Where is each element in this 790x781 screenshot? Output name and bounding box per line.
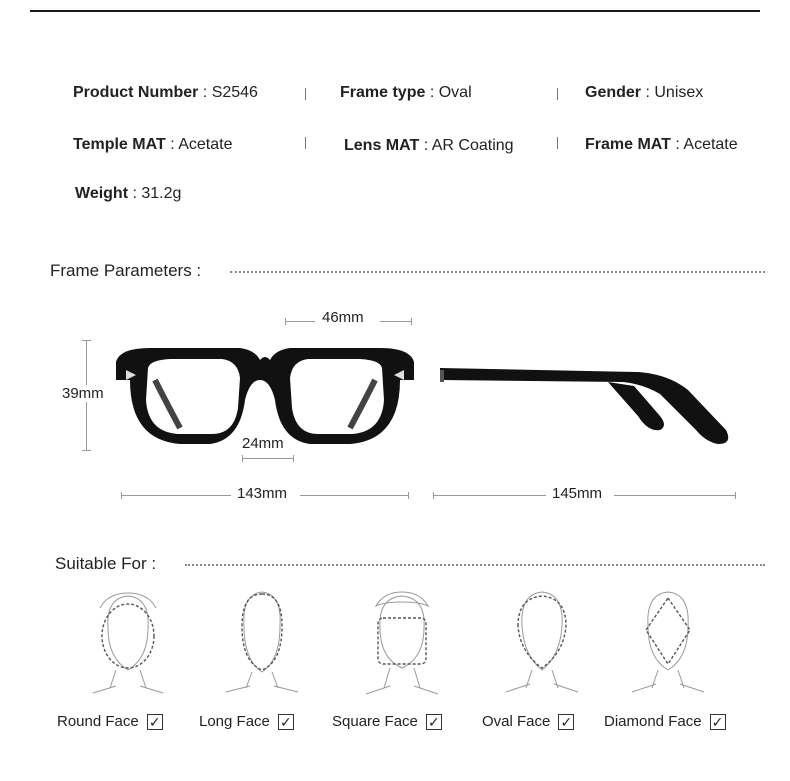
section-dotted-rule: [230, 271, 765, 273]
spec-separator: [557, 88, 558, 100]
dim-tick: [121, 492, 122, 499]
dim-tick: [735, 492, 736, 499]
spec-separator: [305, 88, 306, 100]
dim-line: [433, 495, 546, 496]
check-icon: ✓: [558, 714, 574, 730]
spec-separator: [305, 137, 306, 149]
long-face-icon: [222, 586, 302, 696]
lens-width-label: 46mm: [322, 309, 364, 326]
face-option-oval: [482, 713, 574, 730]
diamond-face-icon: [628, 586, 708, 696]
glasses-side-view: [438, 360, 738, 460]
dim-line: [285, 321, 315, 322]
dim-line: [300, 495, 409, 496]
dim-line: [614, 495, 736, 496]
dim-tick: [242, 455, 243, 462]
face-label-text: Square Face: [332, 713, 418, 730]
spec-temple-mat: Temple MAT : Acetate: [73, 136, 233, 153]
dim-tick: [82, 450, 91, 451]
dim-line: [242, 458, 294, 459]
dim-tick: [82, 340, 91, 341]
round-face-icon: [88, 588, 168, 698]
glasses-front-view: [110, 340, 420, 450]
temple-length-label: 145mm: [552, 485, 603, 502]
face-option-long: [199, 713, 294, 730]
dim-tick: [408, 492, 409, 499]
dim-line: [380, 321, 412, 322]
frame-width-label: 143mm: [237, 485, 288, 502]
spec-product-number: Product Number : S2546: [73, 84, 258, 101]
bridge-width-label: 24mm: [242, 435, 284, 452]
face-option-diamond: [604, 713, 726, 730]
spec-frame-type: Frame type : Oval: [340, 84, 472, 101]
dim-tick: [433, 492, 434, 499]
check-icon: ✓: [710, 714, 726, 730]
dim-tick: [293, 455, 294, 462]
face-option-square: [332, 713, 442, 730]
lens-height-label: 39mm: [62, 385, 104, 402]
dim-line: [121, 495, 231, 496]
spec-frame-mat: Frame MAT : Acetate: [585, 136, 738, 153]
face-label-text: Oval Face: [482, 713, 551, 730]
check-icon: ✓: [147, 714, 163, 730]
face-label-text: Diamond Face: [604, 713, 702, 730]
square-face-icon: [362, 588, 442, 698]
check-icon: ✓: [278, 714, 294, 730]
top-divider: [30, 10, 760, 12]
suitable-for-title: Suitable For :: [55, 554, 168, 574]
frame-parameters-title: Frame Parameters :: [50, 261, 213, 281]
spec-gender: Gender : Unisex: [585, 84, 704, 101]
section-dotted-rule: [185, 564, 765, 566]
spec-lens-mat: Lens MAT : AR Coating: [344, 137, 514, 154]
spec-weight: Weight : 31.2g: [75, 185, 182, 202]
face-option-round: [57, 713, 163, 730]
face-label-text: Round Face: [57, 713, 139, 730]
oval-face-icon: [502, 586, 582, 696]
dim-tick: [411, 318, 412, 325]
dim-tick: [285, 318, 286, 325]
face-label-text: Long Face: [199, 713, 270, 730]
check-icon: ✓: [426, 714, 442, 730]
spec-separator: [557, 137, 558, 149]
